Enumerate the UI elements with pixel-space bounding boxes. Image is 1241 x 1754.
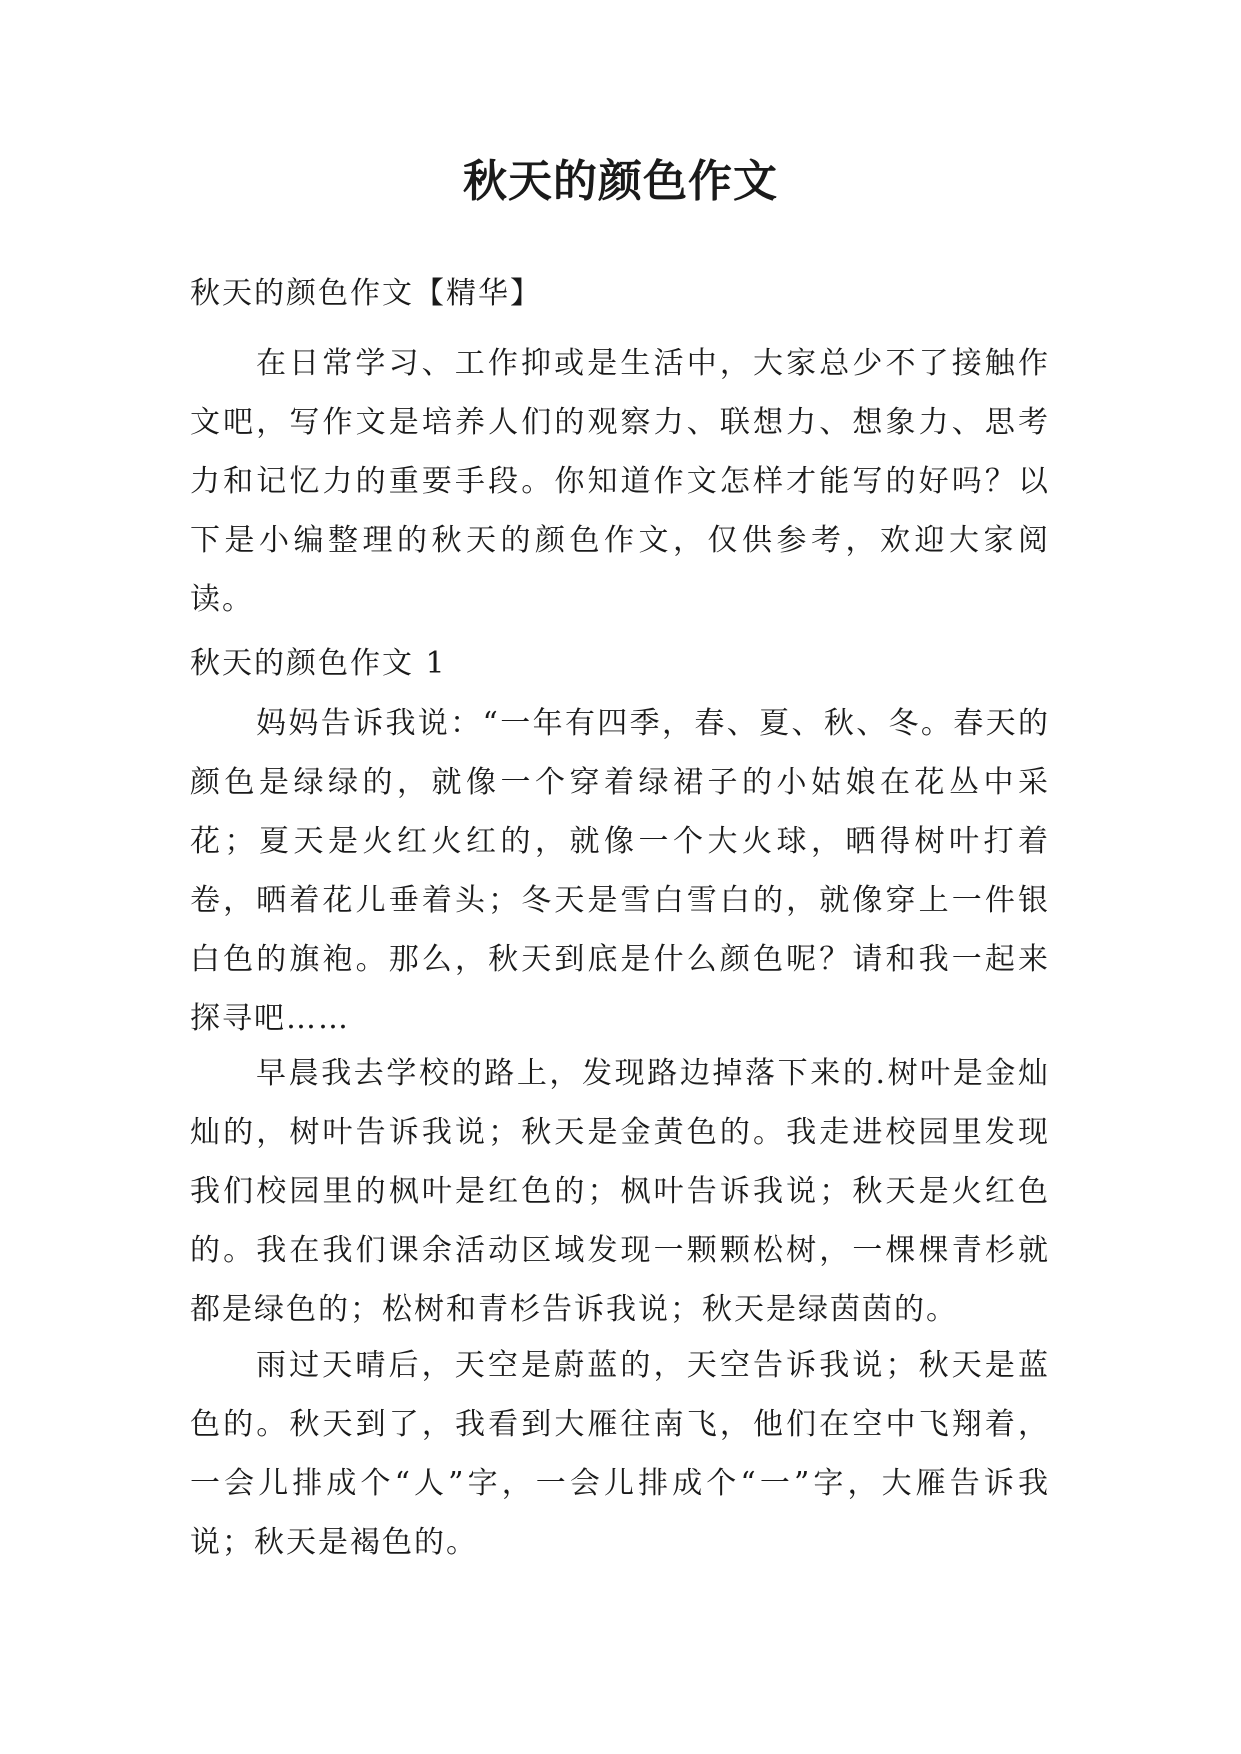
body-paragraph: 早晨我去学校的路上，发现路边掉落下来的.树叶是金灿灿的，树叶告诉我说；秋天是金黄色的。我走进校园里发现我们校园里的枫叶是红色的；枫叶告诉我说；秋天是火红色的。我在我们课余活动区域发现一颗颗松树，一棵棵青杉就都是绿色的；松树和青杉告诉我说；秋天是绿茵茵的。: [190, 1056, 1050, 1327]
body-paragraph: 雨过天晴后，天空是蔚蓝的，天空告诉我说；秋天是蓝色的。秋天到了，我看到大雁往南飞，他们在空中飞翔着，一会儿排成个“人”字，一会儿排成个“一”字，大雁告诉我说；秋天是褐色的。: [190, 1348, 1050, 1560]
document-title: 秋天的颜色作文: [463, 156, 778, 207]
document-subtitle: 秋天的颜色作文【精华】: [190, 276, 542, 311]
section-heading: 秋天的颜色作文 1: [190, 646, 447, 681]
intro-paragraph: 在日常学习、工作抑或是生活中，大家总少不了接触作文吧，写作文是培养人们的观察力、联想力、想象力、思考力和记忆力的重要手段。你知道作文怎样才能写的好吗？以下是小编整理的秋天的颜色作文，仅供参考，欢迎大家阅读。: [190, 346, 1050, 617]
body-paragraph: 妈妈告诉我说：“一年有四季，春、夏、秋、冬。春天的颜色是绿绿的，就像一个穿着绿裙子的小姑娘在花丛中采花；夏天是火红火红的，就像一个大火球，晒得树叶打着卷，晒着花儿垂着头；冬天是雪白雪白的，就像穿上一件银白色的旗袍。那么，秋天到底是什么颜色呢？请和我一起来探寻吧……: [190, 706, 1050, 1036]
